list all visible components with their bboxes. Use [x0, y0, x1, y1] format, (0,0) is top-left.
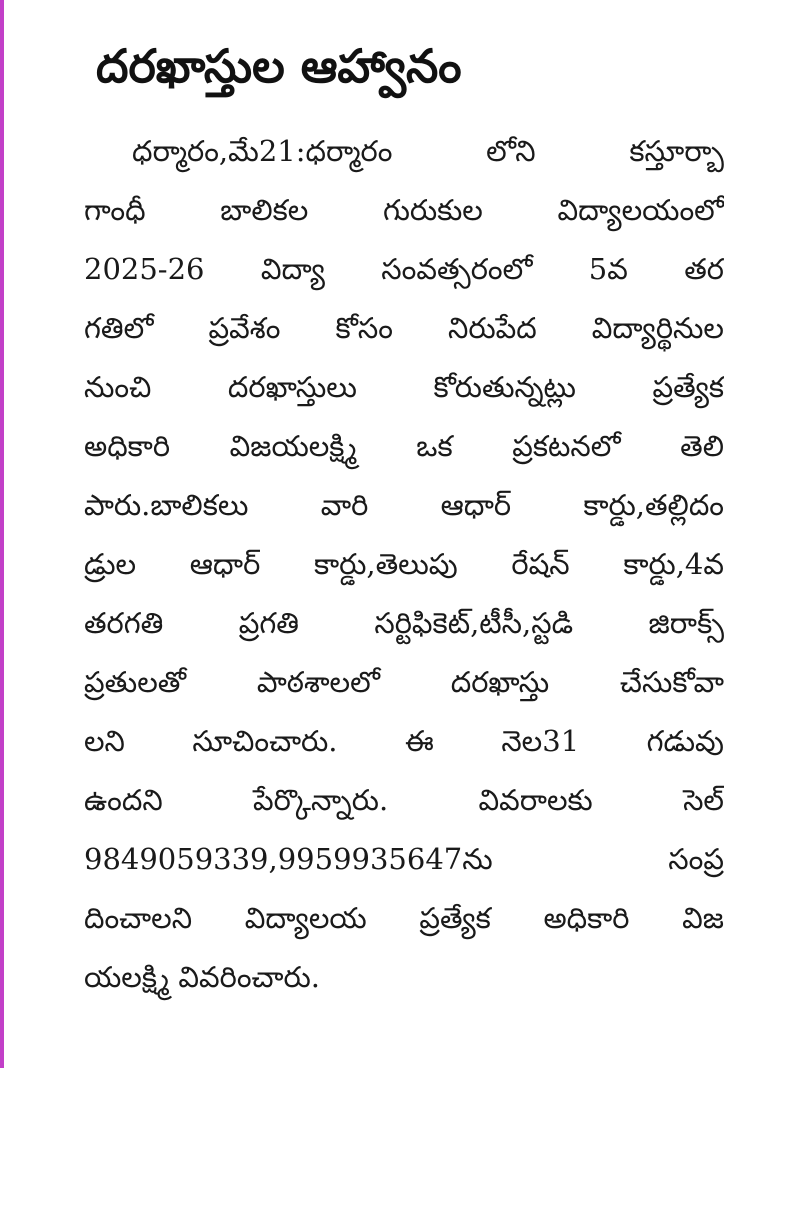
body-line: తరగతి ప్రగతి సర్టిఫికెట్,టీసీ,స్టడి జిరాక్స్ — [84, 606, 724, 640]
column-rule — [0, 0, 4, 1068]
headline: దరఖాస్తుల ఆహ్వానం — [96, 39, 462, 93]
body-line: ఉందని పేర్కొన్నారు. వివరాలకు సెల్ — [84, 783, 724, 817]
body-line: దించాలని విద్యాలయ ప్రత్యేక అధికారి విజ — [84, 901, 724, 935]
body-line: 9849059339,9959935647ను సంప్ర — [84, 842, 724, 876]
body-line: ప్రతులతో పాఠశాలలో దరఖాస్తు చేసుకోవా — [84, 665, 724, 699]
body-line: లని సూచించారు. ఈ నెల31 గడువు — [84, 724, 724, 758]
body-line: 2025-26 విద్యా సంవత్సరంలో 5వ తర — [84, 252, 724, 286]
body-line: పారు.బాలికలు వారి ఆధార్ కార్డు,తల్లిదం — [84, 488, 724, 522]
body-line: గతిలో ప్రవేశం కోసం నిరుపేద విద్యార్థినుల — [84, 311, 724, 345]
body-line: నుంచి దరఖాస్తులు కోరుతున్నట్లు ప్రత్యేక — [84, 370, 724, 404]
body-line: గాంధీ బాలికల గురుకుల విద్యాలయంలో — [84, 193, 724, 227]
body-line: అధికారి విజయలక్ష్మి ఒక ప్రకటనలో తెలి — [84, 429, 724, 463]
body-line: యలక్ష్మి వివరించారు. — [84, 960, 320, 994]
body-line: ధర్మారం,మే21:ధర్మారం లోని కస్తూర్బా — [132, 134, 724, 168]
body-line: డ్రుల ఆధార్ కార్డు,తెలుపు రేషన్ కార్డు,4వ — [84, 547, 724, 581]
article-body — [84, 122, 724, 1007]
